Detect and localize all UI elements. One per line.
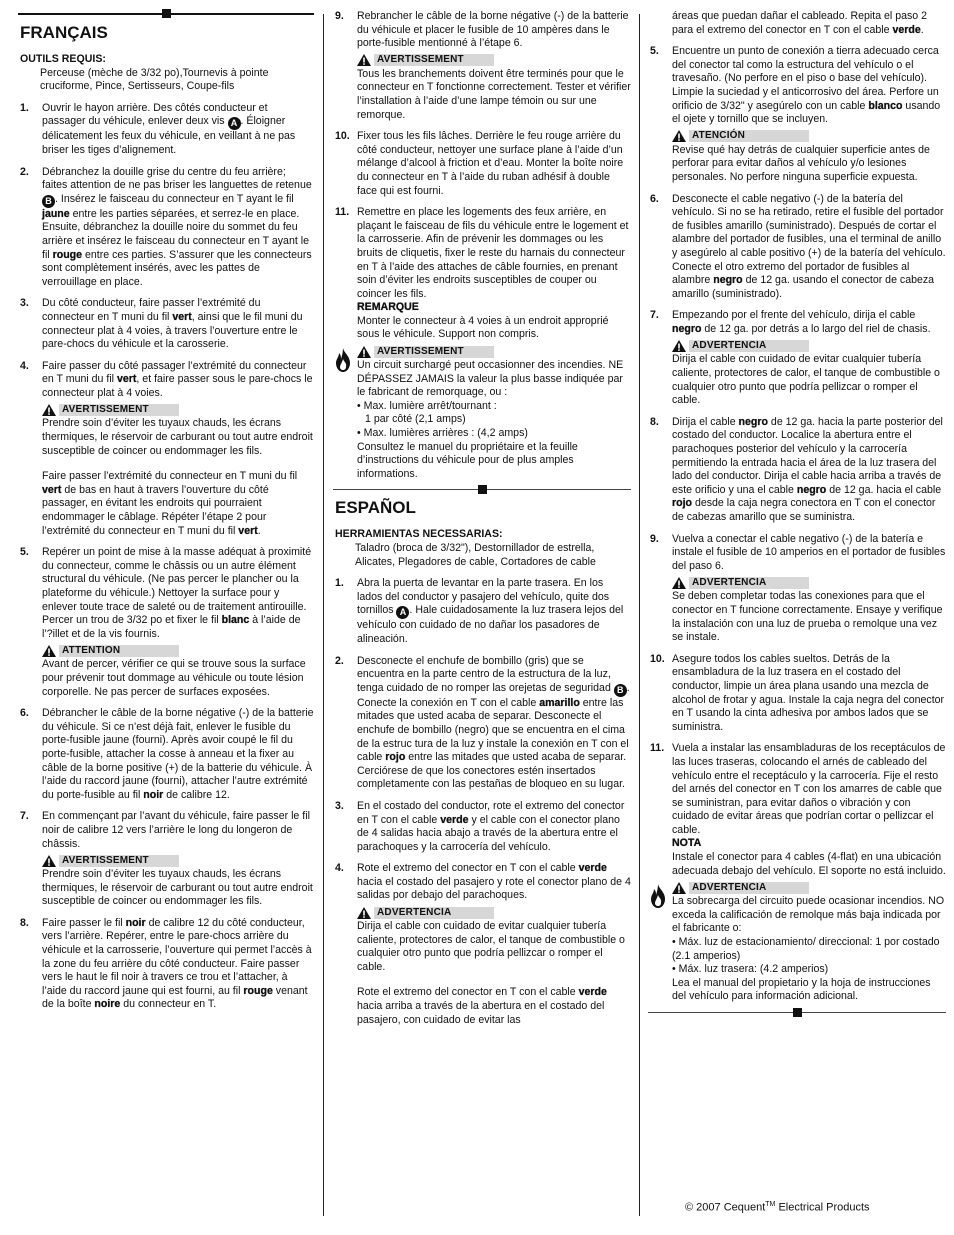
section-rule — [648, 1012, 946, 1013]
marker-b-icon: B — [42, 195, 55, 208]
section-rule — [333, 489, 631, 490]
fire-icon — [648, 883, 668, 909]
step: 10. Asegure todos los cables sueltos. Detrás de la ensambladura de la luz trasera en el costado del conductor, limpie un área plana usando una mezcla de alcohol de frotar y agua. Instale la caja negra del conector en T usando la cinta adhesiva por ambos lados que se suministra. — [650, 652, 945, 733]
remark-label: REMARQUE — [357, 301, 419, 314]
step: 9. Vuelva a conectar el cable negativo (-) de la batería e instale el fusible de 10 amperios en el portador de fusibles del paso 6. — [650, 532, 946, 572]
tools-label: HERRAMIENTAS NECESSARIAS: — [335, 528, 503, 541]
caution-note: ATTENTION Avant de percer, vérifier ce qui se trouve sous la surface pour prévenir tout dommage au véhicule ou toute lésion corporelle. Ne pas percer de surfaces exposées. — [42, 644, 306, 698]
warning-note: AVERTISSEMENT Prendre soin d’éviter les tuyaux chauds, les écrans thermiques, le réservoir de carburant ou tout autre endroit susceptible de coincer ou endommager les fils. — [42, 854, 313, 908]
step: 5. Encuentre un punto de conexión a tierra adecuado cerca del conector tal como la estructura del vehículo o el travesaño. (No perfore en el piso o base del vehículo). Limpie la suciedad y el anticorrosivo del área. Perfore un orificio de 3/32" y asegúrelo con un cable blanco usando el ojete y tornillo que se incluyen. — [650, 45, 941, 126]
marker-b-icon: B — [614, 684, 627, 697]
marker-a-icon: A — [396, 606, 409, 619]
section-title-es: ESPAÑOL — [335, 498, 416, 518]
warning-icon — [672, 577, 686, 589]
continued-text: áreas que puedan dañar el cableado. Repita el paso 2 para el extremo del conector en T con el cable — [672, 10, 928, 36]
continued-text: hacia arriba a través de la abertura en el costado del pasajero, con cuidado de evitar las — [357, 1000, 605, 1026]
section-rule — [18, 13, 314, 15]
step: 5. Repérer un point de mise à la masse adéquat à proximité du connecteur, comme le châssis ou un autre élément structural du véhicule. (Ne pas percer le plancher ou la plateforme du véhicule.) Nettoyer la surface pour y enlever toute trace de saleté ou de traitement antirouille. Percer un trou de 3/32 po et fixer le fil blanc à l’aide de l’?illet et de la vis fournis. — [20, 546, 312, 640]
step: 2. Desconecte el enchufe de bombillo (gris) que se encuentra en la parte centro de la estructura de la luz, tenga cuidado de no romper las orejetas de seguridad B . Conecte la conexión en T con el cable amarillo entre las mitades que usted acaba de separar. Desconecte el enchufe de bombillo (negro) que se encuentra en el cima de la estruc tura de la luz y instale la conexión en T con el cable rojo entre las mitades que usted acaba de separar. Cerciórese de que los conectores estén insertados completamente con las pestañas de bloqueo en su lugar. — [335, 654, 630, 791]
warning-icon — [672, 882, 686, 894]
step: 4. Rote el extremo del conector en T con el cable verde hacia el costado del pasajero y rote el conector plano de 4 salidas por debajo del parachoques. — [335, 862, 631, 902]
step: 4. Faire passer du côté passager l’extrémité du connecteur en T muni du fil vert, et faire passer sous le pare-chocs le connecteur plat à 4 voies. — [20, 359, 313, 399]
warning-icon — [42, 855, 56, 867]
warning-icon — [42, 645, 56, 657]
fire-icon — [333, 347, 353, 373]
marker-a-icon: A — [228, 117, 241, 130]
step: 8. Dirija el cable negro de 12 ga. hacia la parte posterior del costado del conductor. Localice la abertura entre el parachoques posterior del vehículo y la carrocería permitiendo la entrada hacia el área de la luz trasera del lado del conductor. Dirija el cable hacia arriba a través de este orificio y una el cable negro de 12 ga. hacia el cable rojo desde la caja negra conectora en T con el conector de cabezas amarillo que se suministra. — [650, 415, 943, 523]
step: 7. Empezando por el frente del vehículo, dirija el cable negro de 12 ga. por detrás a lo largo del riel de chasis. — [650, 309, 931, 335]
step: 11. Remettre en place les logements des feux arrière, en plaçant le faisceau de fils du véhicule entre le logement et la carrosserie. Afin de prévenir les dommages ou les bruits de cliquetis, fixer le reste du harnais du connecteur en T à l’aide des attaches de câble fournies, en prenant soin d’éviter les endroits susceptibles de couper ou coincer les fils. REMARQUE Monter le connecteur à 4 voies à un endroit approprié sous le véhicule. Support non compris. — [333, 206, 631, 342]
warning-icon — [42, 404, 56, 416]
warning-icon — [357, 54, 371, 66]
warning-icon — [672, 130, 686, 142]
warning-icon — [672, 340, 686, 352]
fire-warning-note: ADVERTENCIA La sobrecarga del circuito puede ocasionar incendios. NO exceda la calificación de remolque más baja indicada por el fabricante o: • Máx. luz de estacionamiento/ direccional: 1 por costado (2.1 amperios) • Máx. luz trasera: (4.2 amperios) Lea el manual del propietario y la hoja de instrucciones del vehículo para información adicional. — [672, 881, 946, 1004]
continued-note: áreas que puedan dañar el cableado. Repita el paso 2 para el extremo del conector en T con el cable verde. — [672, 10, 928, 36]
column-3 — [648, 10, 946, 1225]
section-title-fr: FRANÇAIS — [20, 23, 108, 42]
step: 7. En commençant par l’avant du véhicule, faire passer le fil noir de calibre 12 vers l’arrière le long du longeron de châssis. — [20, 810, 310, 850]
warning-note: ADVERTENCIA Se deben completar todas las conexiones para que el conector en T funcione correctamente. Ensaye y verifique la instalación con una luz de prueba o remolque una vez se instale. — [672, 576, 943, 644]
column-divider — [639, 14, 640, 1216]
tools-list: Taladro (broca de 3/32"), Destornillador de estrella, Alicates, Plegadores de cable, Cortadores de cable — [355, 542, 596, 568]
warning-icon — [357, 346, 371, 358]
step: 1. Abra la puerta de levantar en la parte trasera. En los lados del conductor y pasajero del vehículo, quite dos tornillos A . Hale cuidadosamente la luz trasera lejos del vehículo con cuidado de no dañar los pasadores de alineación. — [335, 577, 624, 645]
step: 8. Faire passer le fil noir de calibre 12 du côté conducteur, vers l’arrière. Repérer, entre le pare-chocs arrière du véhicule et la carrosserie, l’ouverture qui permet l’accès à la zone du feu arrière du côté conducteur. Faire passer vers le haut le fil noir à travers ce trou et l’attacher, à l’aide du raccord jaune qui est fourni, au fil rouge venant de la boîte noire du connecteur en T. — [20, 916, 312, 1011]
tools-list: Perceuse (mèche de 3/32 po),Tournevis à pointe cruciforme, Pince, Sertisseurs, Coupe-fils — [40, 66, 269, 93]
remark-label: NOTA — [672, 837, 702, 850]
step: 3. Du côté conducteur, faire passer l’extrémité du connecteur en T muni du fil vert, ainsi que le fil muni du connecteur plat à 4 voies, à travers l’ouverture entre le pare-chocs du véhicule et la carosserie. — [20, 297, 303, 351]
tools-label: OUTILS REQUIS: — [20, 53, 106, 65]
step: 2. Débranchez la douille grise du centre du feu arrière; faites attention de ne pas briser les languettes de retenue B . Insérez le faisceau du connecteur en T ayant le fil jaune entre les parties séparées, et serrez-le en place. Ensuite, débranchez la douille noire du sommet du feu arrière et insérez le faisceau du connecteur en T ayant le fil rouge entre ces parties. S’assurer que les connecteurs sont complètement insérés, avec les pattes de verrouillage en place. — [20, 165, 312, 288]
caution-note: ATENCIÓN Revise qué hay detrás de cualquier superficie antes de perforar para evitar daños al vehículo y/o lesiones personales. No perfore ninguna superficie expuesta. — [672, 130, 930, 183]
fire-warning-note: AVERTISSEMENT Un circuit surchargé peut occasionner des incendies. NE DÉPASSEZ JAMAIS la valeur la plus basse indiquée par le fabricant de remorquage, ou : • Max. lumière arrêt/tournant : 1 par côté (2,1 amps) • Max. lumières arrières : (4,2 amps) Consultez le manuel du propriétaire et la feuille d’instructions du véhicule pour de plus amples informations. — [357, 345, 631, 481]
step: 6. Débrancher le câble de la borne négative (-) de la batterie du véhicule. Si ce n’est déjà fait, enlever le fusible du porte-fusible jaune (fourni). Après avoir coupé le fil du porte-fusible, attacher la cosse à anneau et la fixer au câble de la borne positive (+) de la batterie du véhicule. À l’aide du raccord jaune (fourni), attacher l’autre extrémité du porte-fusible au fil noir de calibre 12. — [20, 707, 314, 801]
step: 9. Rebrancher le câble de la borne négative (-) de la batterie du véhicule et placer le fusible de 10 ampères dans le porte-fusible mentionné à l’étape 6. — [335, 10, 629, 50]
column-divider — [323, 14, 324, 1216]
column-2 — [333, 10, 631, 1225]
warning-note: ADVERTENCIA Dirija el cable con cuidado de evitar cualquier tubería caliente, protectores de calor, el tanque de combustible o cualquier otro punto que podría pellizcar o romper el cable. — [672, 339, 940, 407]
step: 11. Vuela a instalar las ensambladuras de los receptáculos de las luces traseras, colocando el arnés de cableado del vehículo entre el receptáculo y la carrocería. Fije el resto del arnés del conector en T con los amarres de cable que se suministran, para evitar daños o vibración y con cuidado de evitar áreas que podrían cortar o pellizcar el cable. NOTA Instale el conector para 4 cables (4-flat) en una ubicación adecuada debajo del vehículo. El soporte no está incluido. — [650, 742, 946, 877]
step: 1. Ouvrir le hayon arrière. Des côtés conducteur et passager du véhicule, enlever deux vis A . Éloigner délicatement les feux du véhicule, en veillant à ne pas briser les tiges d’alignement. — [20, 101, 296, 156]
column-1 — [18, 10, 314, 1225]
copyright: © 2007 Cequent™ Electrical Products — [685, 1201, 870, 1214]
warning-note: AVERTISSEMENT Prendre soin d’éviter les tuyaux chauds, les écrans thermiques, le réservoir de carburant ou tout autre endroit susceptible de coincer ou endommager les fils. Faire passer l’extrémité du connecteur en T muni du fil vert de bas en haut à travers l’ouverture du côté passager, en évitant les endroits qui pourraient endommager le câblage. Répéter l’étape 2 pour l’extrémité du connecteur en T muni du fil vert. — [42, 403, 313, 537]
step: 10. Fixer tous les fils lâches. Derrière le feu rouge arrière du côté conducteur, nettoyer une surface plane à l’aide d’un mélange d’alcool à friction et d’eau. Monter la boîte noire du connecteur en T à l’aide du ruban adhésif à double face qui est fourni. — [335, 130, 624, 197]
warning-note: AVERTISSEMENT Tous les branchements doivent être terminés pour que le connecteur en T fonctionne correctement. Tester et vérifier l’installation à l’aide d’une lampe témoin ou sur une remorque. — [357, 54, 631, 121]
warning-icon — [357, 907, 371, 919]
warning-note: ADVERTENCIA Dirija el cable con cuidado de evitar cualquier tubería caliente, protectores de calor, el tanque de combustible o cualquier otro punto que podría pellizcar o romper el cable. Rote el extremo del conector en T con el cable verde hacia arriba a través de la abertura en el costado del pasajero, con cuidado de evitar las — [357, 906, 625, 1026]
step: 3. En el costado del conductor, rote el extremo del conector en T con el cable verde y el cable con el conector plano de 4 salidas hacia abajo a través de la abertura entre el parachoques y la carrocería del vehículo. — [335, 799, 625, 853]
step: 6. Desconecte el cable negativo (-) de la batería del vehículo. Si no se ha retirado, retire el fusible del portador de fusibles amarillo (suministrado). Después de cortar el alambre del portador de fusibles, una el terminal de anillo y asegúrelo al cable positivo (+) de la batería del vehículo. Conecte el otro extremo del portador de fusibles al alambre negro de 12 ga. usando el conector de cabeza amarillo (suministrado). — [650, 192, 946, 300]
